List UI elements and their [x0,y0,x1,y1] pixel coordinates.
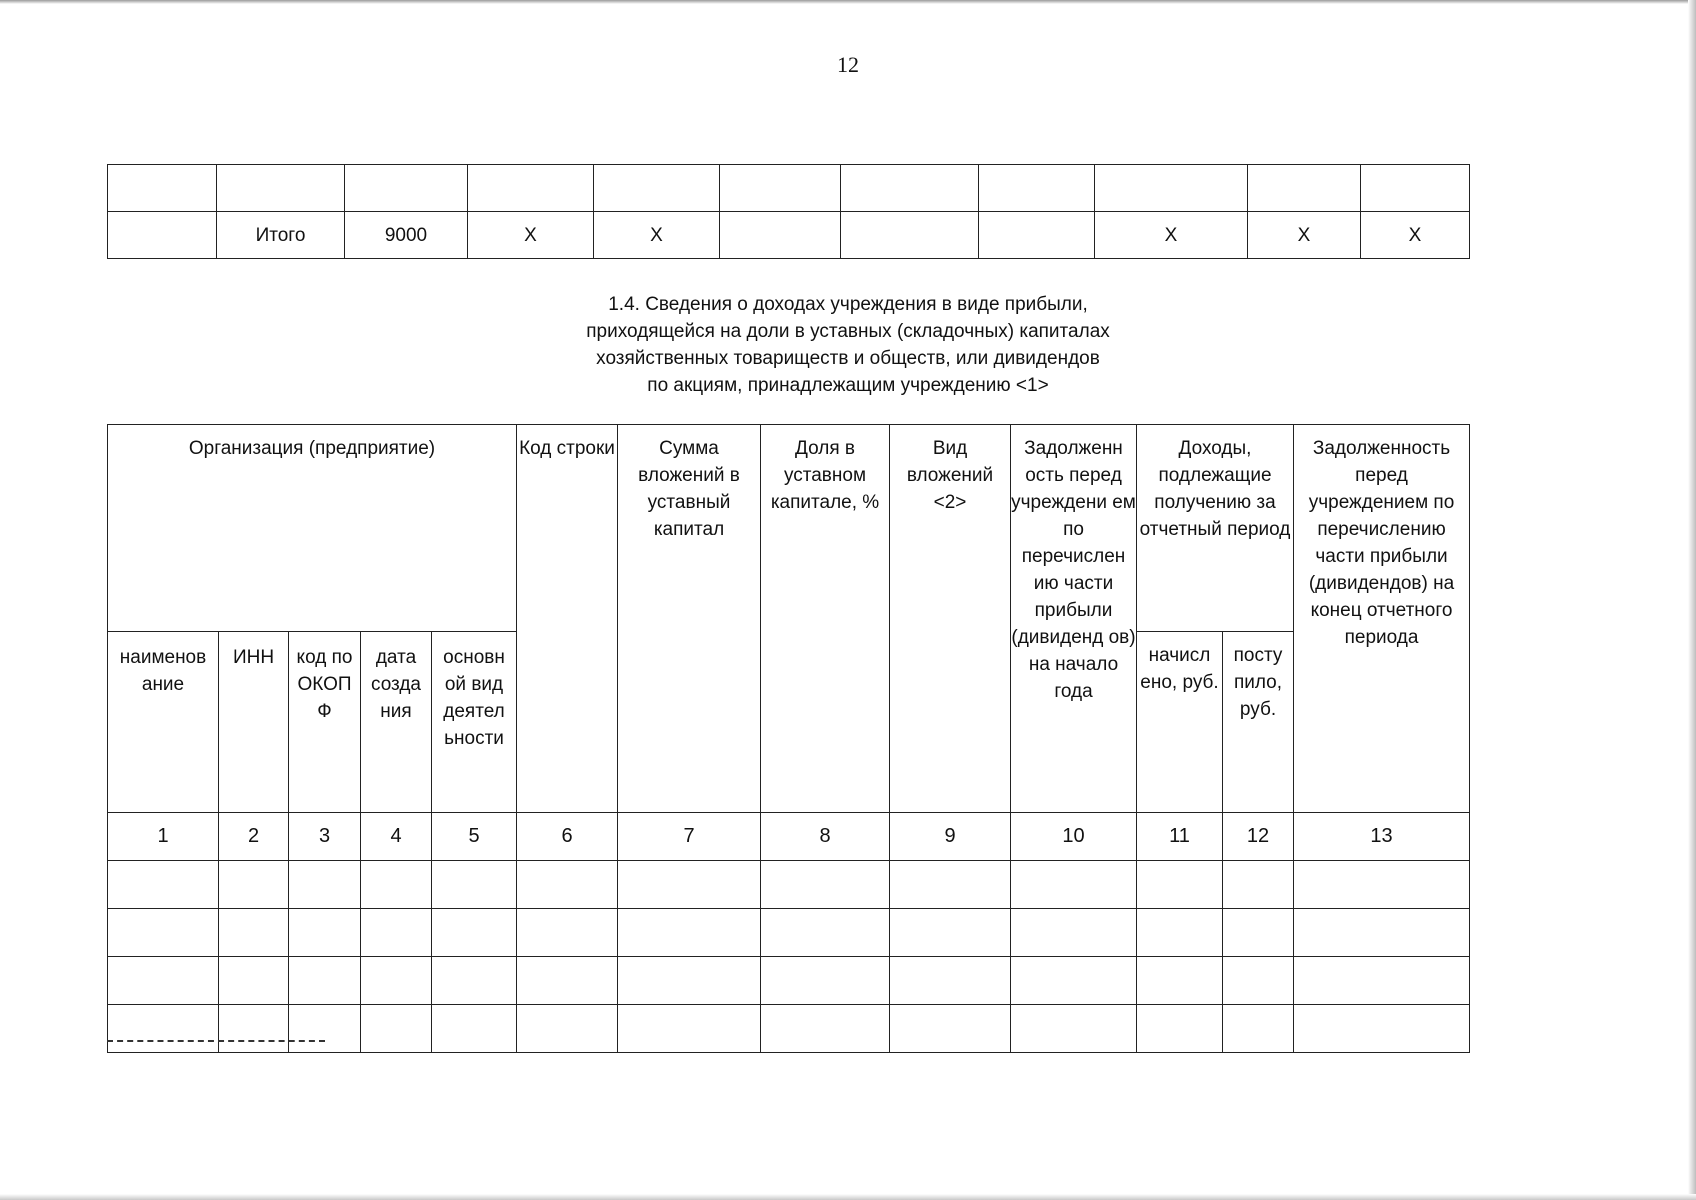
header-capital-share: Доля в уставном капитале, % [761,425,890,813]
table-cell [1011,1005,1137,1053]
table-cell [979,212,1095,259]
table-cell [217,165,345,212]
table-cell [517,861,618,909]
table-cell [517,957,618,1005]
table-cell [1223,957,1294,1005]
table-cell [1294,909,1470,957]
section-title-line: 1.4. Сведения о доходах учреждения в виде прибыли, [608,294,1088,315]
table-cell: X [468,212,594,259]
header-row [108,425,1470,632]
table-cell [289,1005,361,1053]
header-inn: ИНН [219,632,289,813]
table-cell [361,909,432,957]
table-row [108,165,1470,212]
table-cell [108,909,219,957]
previous-table-total [107,164,1470,259]
table-cell [361,957,432,1005]
table-cell [761,861,890,909]
header-received: посту пило, руб. [1223,632,1294,813]
table-cell [720,212,841,259]
table-cell [219,909,289,957]
table-cell [890,957,1011,1005]
table-cell [1137,1005,1223,1053]
table-cell [890,909,1011,957]
table-cell [1011,909,1137,957]
table-cell [1294,957,1470,1005]
table-cell [432,957,517,1005]
column-number: 7 [618,813,761,861]
header-line-code: Код строки [517,425,618,813]
header-accrued: начисл ено, руб. [1137,632,1223,813]
table-cell [361,1005,432,1053]
table-cell [108,212,217,259]
column-number: 9 [890,813,1011,861]
table-cell [517,909,618,957]
table-cell [432,861,517,909]
total-code: 9000 [345,212,468,259]
table-cell [108,861,219,909]
header-investment-sum: Сумма вложений в уставный капитал [618,425,761,813]
header-income-due: Доходы, подлежащие получению за отчетный период [1137,425,1294,632]
table-cell [618,909,761,957]
table-cell [1294,861,1470,909]
table-cell [345,165,468,212]
section-title-line: приходящейся на доли в уставных (складочных) капиталах [586,321,1110,342]
scan-edge-top [0,0,1696,4]
table-cell [432,909,517,957]
table-cell [1223,909,1294,957]
column-number: 10 [1011,813,1137,861]
table-cell [1294,1005,1470,1053]
table-cell [841,212,979,259]
section-title-line: по акциям, принадлежащим учреждению <1> [647,375,1049,396]
column-number: 2 [219,813,289,861]
header-org-name: наименов ание [108,632,219,813]
table-cell [618,957,761,1005]
page-number: 12 [837,52,859,77]
table-cell [890,1005,1011,1053]
table-cell [1361,165,1470,212]
column-number: 11 [1137,813,1223,861]
table-cell [219,861,289,909]
table-cell [618,1005,761,1053]
table-cell: X [1095,212,1248,259]
table-row [108,909,1470,957]
total-row [108,212,1470,259]
table-cell [979,165,1095,212]
header-debt-start: Задолженн ость перед учреждени ем по перечислен ию части прибыли (дивиденд ов) на начало года [1011,425,1137,813]
header-creation-date: дата созда ния [361,632,432,813]
column-number: 1 [108,813,219,861]
table-cell [720,165,841,212]
table-cell [1011,957,1137,1005]
table-cell [432,1005,517,1053]
table-cell [517,1005,618,1053]
table-cell [1011,861,1137,909]
table-cell [1223,1005,1294,1053]
header-investment-type: Вид вложений <2> [890,425,1011,813]
column-number: 5 [432,813,517,861]
table-cell [1248,165,1361,212]
table-cell [468,165,594,212]
table-cell [108,165,217,212]
column-number-row [108,813,1470,861]
table-cell [108,957,219,1005]
column-number: 3 [289,813,361,861]
column-number: 6 [517,813,618,861]
header-organization: Организация (предприятие) [108,425,517,632]
table-row [108,861,1470,909]
table-row [108,957,1470,1005]
table-cell [761,1005,890,1053]
header-okopf: код по ОКОП Ф [289,632,361,813]
table-cell [841,165,979,212]
table-cell [761,957,890,1005]
table-cell [1137,909,1223,957]
table-cell [1223,861,1294,909]
table-cell [219,957,289,1005]
table-cell: X [594,212,720,259]
table-cell [289,861,361,909]
table-cell [1137,957,1223,1005]
table-cell [108,1005,219,1053]
table-cell [594,165,720,212]
column-number: 13 [1294,813,1470,861]
header-debt-end: Задолженность перед учреждением по перечислению части прибыли (дивидендов) на конец отчетного периода [1294,425,1470,813]
column-number: 12 [1223,813,1294,861]
table-row [108,1005,1470,1053]
section-title [0,291,1696,399]
header-main-activity: основн ой вид деятел ьности [432,632,517,813]
column-number: 4 [361,813,432,861]
table-cell [289,957,361,1005]
table-cell [890,861,1011,909]
table-cell [289,909,361,957]
income-table [107,424,1470,1053]
table-cell [618,861,761,909]
table-cell [361,861,432,909]
footnote-separator [107,1040,325,1042]
column-number: 8 [761,813,890,861]
table-cell [1095,165,1248,212]
scan-edge-right [1688,0,1696,1200]
scan-edge-bottom [0,1194,1696,1200]
section-title-line: хозяйственных товариществ и обществ, или дивидендов [596,348,1100,369]
total-label: Итого [217,212,345,259]
table-cell: X [1361,212,1470,259]
table-cell [219,1005,289,1053]
table-cell: X [1248,212,1361,259]
table-cell [1137,861,1223,909]
table-cell [761,909,890,957]
